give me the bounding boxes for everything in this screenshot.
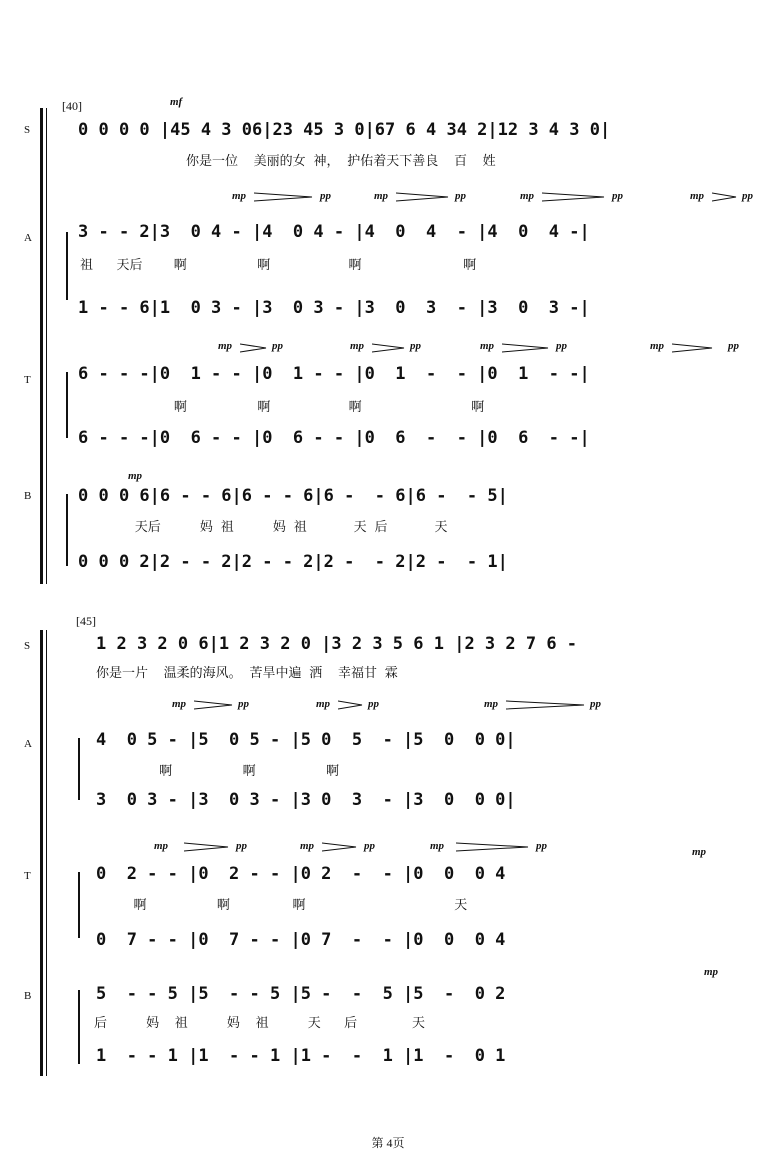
bass-brace xyxy=(78,990,80,1064)
tenor-dynamic-pp: pp xyxy=(364,840,375,852)
part-label-bass: B xyxy=(24,490,32,502)
page-number: 第 4页 xyxy=(371,1136,405,1150)
soprano-notes: 1 2 3 2 0 6|1 2 3 2 0 |3 2 3 5 6 1 |2 3 2 7 6 - xyxy=(96,634,578,654)
tenor-dynamic-mp: mp xyxy=(300,840,315,852)
tenor-dynamic-mp: mp xyxy=(430,840,445,852)
alto-dynamic-mp: mp xyxy=(484,698,499,710)
bass-dynamic-mp: mp xyxy=(128,470,143,482)
alto-dynamic-mp: mp xyxy=(690,190,705,202)
decrescendo-hairpin xyxy=(672,343,714,355)
alto-lower-notes: 1 - - 6|1 0 3 - |3 0 3 - |3 0 3 - |3 0 3 -| xyxy=(78,298,590,318)
alto-brace xyxy=(66,232,68,300)
decrescendo-hairpin xyxy=(240,343,268,355)
alto-lyrics: 祖 天后 啊 啊 啊 啊 xyxy=(80,258,477,273)
part-label-alto: A xyxy=(24,232,32,244)
bass-dynamic-mp: mp xyxy=(704,966,719,978)
tenor-dynamic-pp: pp xyxy=(236,840,247,852)
alto-upper-notes: 3 - - 2|3 0 4 - |4 0 4 - |4 0 4 - |4 0 4 -| xyxy=(78,222,590,242)
tenor-lyrics: 啊 啊 啊 天 xyxy=(110,898,468,913)
tenor-lower-notes: 0 7 - - |0 7 - - |0 7 - - |0 0 0 4 xyxy=(96,930,506,950)
decrescendo-hairpin xyxy=(184,842,230,854)
tenor-upper-notes: 6 - - -|0 1 - - |0 1 - - |0 1 - - |0 1 - -| xyxy=(78,364,590,384)
tenor-brace xyxy=(78,872,80,938)
tenor-dynamic-pp: pp xyxy=(556,340,567,352)
tenor-lyrics: 啊 啊 啊 啊 xyxy=(80,400,485,415)
alto-dynamic-mp: mp xyxy=(520,190,535,202)
system-bracket xyxy=(40,630,43,1076)
decrescendo-hairpin xyxy=(322,842,358,854)
alto-dynamic-pp: pp xyxy=(368,698,379,710)
alto-upper-notes: 4 0 5 - |5 0 5 - |5 0 5 - |5 0 0 0| xyxy=(96,730,516,750)
tenor-dynamic-pp: pp xyxy=(272,340,283,352)
tenor-dynamic-mp: mp xyxy=(692,846,707,858)
tenor-upper-notes: 0 2 - - |0 2 - - |0 2 - - |0 0 0 4 xyxy=(96,864,506,884)
system-bracket xyxy=(40,108,43,584)
rehearsal-mark: [40] xyxy=(62,99,82,113)
tenor-dynamic-pp: pp xyxy=(410,340,421,352)
decrescendo-hairpin xyxy=(254,192,314,204)
alto-dynamic-mp: mp xyxy=(232,190,247,202)
part-label-soprano: S xyxy=(24,124,31,136)
alto-brace xyxy=(78,738,80,800)
tenor-lower-notes: 6 - - -|0 6 - - |0 6 - - |0 6 - - |0 6 - -| xyxy=(78,428,590,448)
system-line xyxy=(46,108,47,584)
bass-lower-notes: 1 - - 1 |1 - - 1 |1 - - 1 |1 - 0 1 xyxy=(96,1046,506,1066)
alto-lyrics: 啊 啊 啊 xyxy=(120,764,340,779)
alto-dynamic-pp: pp xyxy=(320,190,331,202)
alto-lower-notes: 3 0 3 - |3 0 3 - |3 0 3 - |3 0 0 0| xyxy=(96,790,516,810)
tenor-dynamic-mp: mp xyxy=(650,340,665,352)
tenor-brace xyxy=(66,372,68,438)
part-label-alto: A xyxy=(24,738,32,750)
soprano-lyrics: 你是一片 温柔的海风。 苦旱中遍 洒 幸福甘 霖 xyxy=(96,666,398,681)
bass-lyrics: 后 妈 祖 妈 祖 天 后 天 xyxy=(94,1016,425,1031)
alto-dynamic-pp: pp xyxy=(455,190,466,202)
system-line xyxy=(46,630,47,1076)
decrescendo-hairpin xyxy=(502,343,550,355)
bass-lower-notes: 0 0 0 2|2 - - 2|2 - - 2|2 - - 2|2 - - 1| xyxy=(78,552,508,572)
alto-dynamic-mp: mp xyxy=(316,698,331,710)
decrescendo-hairpin xyxy=(712,192,738,204)
bass-upper-notes: 5 - - 5 |5 - - 5 |5 - - 5 |5 - 0 2 xyxy=(96,984,506,1004)
alto-dynamic-mp: mp xyxy=(374,190,389,202)
soprano-dynamic: mf xyxy=(170,96,183,108)
part-label-soprano: S xyxy=(24,640,31,652)
decrescendo-hairpin xyxy=(506,700,586,712)
decrescendo-hairpin xyxy=(338,700,364,712)
soprano-lyrics: 你是一位 美丽的女 神， 护佑着天下善良 百 姓 xyxy=(186,154,496,169)
part-label-tenor: T xyxy=(24,870,31,882)
decrescendo-hairpin xyxy=(456,842,530,854)
alto-dynamic-mp: mp xyxy=(172,698,187,710)
bass-lyrics: 天后 妈 祖 妈 祖 天 后 天 xyxy=(80,520,448,535)
soprano-notes: 0 0 0 0 |45 4 3 06|23 45 3 0|67 6 4 34 2|12 3 4 3 0| xyxy=(78,120,611,140)
part-label-tenor: T xyxy=(24,374,31,386)
part-label-bass: B xyxy=(24,990,32,1002)
tenor-dynamic-pp: pp xyxy=(536,840,547,852)
alto-dynamic-pp: pp xyxy=(742,190,753,202)
tenor-dynamic-mp: mp xyxy=(218,340,233,352)
tenor-dynamic-pp: pp xyxy=(728,340,739,352)
rehearsal-mark: [45] xyxy=(76,614,96,628)
decrescendo-hairpin xyxy=(372,343,406,355)
tenor-dynamic-mp: mp xyxy=(154,840,169,852)
decrescendo-hairpin xyxy=(194,700,234,712)
alto-dynamic-pp: pp xyxy=(590,698,601,710)
decrescendo-hairpin xyxy=(542,192,606,204)
alto-dynamic-pp: pp xyxy=(238,698,249,710)
tenor-dynamic-mp: mp xyxy=(480,340,495,352)
tenor-dynamic-mp: mp xyxy=(350,340,365,352)
decrescendo-hairpin xyxy=(396,192,450,204)
alto-dynamic-pp: pp xyxy=(612,190,623,202)
bass-brace xyxy=(66,494,68,566)
bass-upper-notes: 0 0 0 6|6 - - 6|6 - - 6|6 - - 6|6 - - 5| xyxy=(78,486,508,506)
